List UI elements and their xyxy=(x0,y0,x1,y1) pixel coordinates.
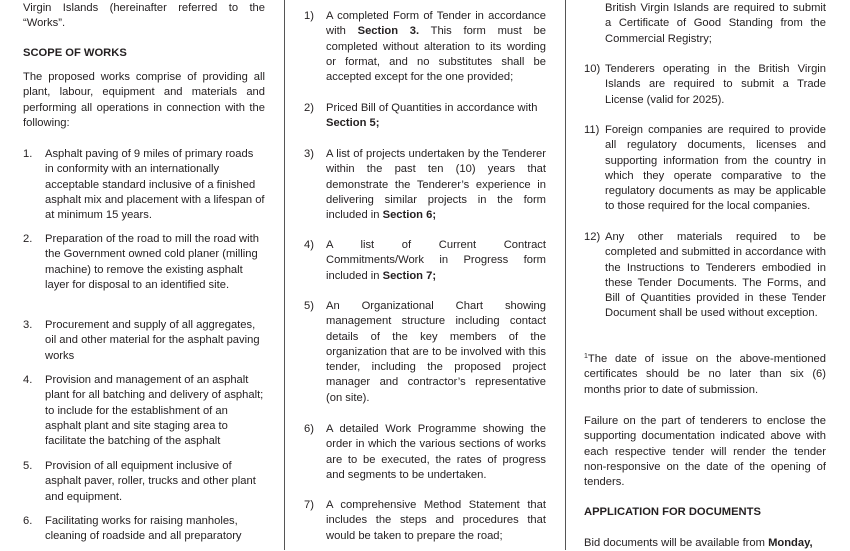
requirement-text: A detailed Work Programme showing the order in which the various sections of works are to be executed, the rates of progress and segments to be undertaken. xyxy=(326,423,546,481)
scope-item-5 xyxy=(23,459,265,505)
requirement-item-6 xyxy=(304,422,546,483)
column-divider-right xyxy=(565,0,566,550)
scope-item-number: 2. xyxy=(23,233,33,245)
scope-item-text: Procurement and supply of all aggregates, oil and other material for the asphalt paving works xyxy=(45,319,260,362)
intro-tail: Virgin Islands (hereinafter referred to the “Works”. xyxy=(23,2,265,30)
requirement-number: 6) xyxy=(304,423,314,435)
requirement-text: Priced Bill of Quantities in accordance with Section 5; xyxy=(326,102,538,130)
requirement-number: 10) xyxy=(584,63,601,75)
scope-item-text: Preparation of the road to mill the road with the Government owned cold planer (milling machine) to remove the existing asphalt layer for disposal to an identified site. xyxy=(45,233,259,291)
requirement-number: 3) xyxy=(304,148,314,160)
requirement-number: 11) xyxy=(584,124,600,136)
scope-item-text: Provision of all equipment inclusive of asphalt paver, roller, trucks and other plant and equipment. xyxy=(45,460,256,503)
requirement-item-2 xyxy=(304,101,546,132)
scope-item-number: 3. xyxy=(23,319,33,331)
scope-item-text: Provision and management of an asphalt plant for all batching and delivery of asphalt; to include for the establishment of an asphalt plant and site staging area to facilitate the batching of the asphalt xyxy=(45,374,264,448)
requirement-item-10 xyxy=(584,62,826,108)
scope-item-4 xyxy=(23,373,265,449)
failure-note: Failure on the part of tenderers to enclose the supporting documentation indicated above with each respective tender will render the tender non-responsive on the date of the opening of tenders. xyxy=(584,415,826,489)
application-text: Bid documents will be available from Monday, xyxy=(584,537,813,549)
scope-item-6 xyxy=(23,514,265,545)
scope-item-text: Facilitating works for raising manholes, cleaning of roadside and all preparatory xyxy=(45,515,242,543)
requirement-text: A list of projects undertaken by the Tenderer within the past ten (10) years that demonstrate the Tenderer’s experience in delivering similar projects in the form included in Section 6; xyxy=(326,148,546,222)
requirement-text: Tenderers operating in the British Virgin Islands are required to submit a Trade License (valid for 2025). xyxy=(605,63,826,106)
requirement-text: A comprehensive Method Statement that includes the steps and procedures that would be taken to prepare the road; xyxy=(326,499,546,542)
scope-item-text: Asphalt paving of 9 miles of primary roads in conformity with an internationally acceptable standard inclusive of a finished asphalt mix and placement with a lifespan of at minimum 15 years. xyxy=(45,148,265,222)
scope-item-2 xyxy=(23,232,265,293)
scope-intro: The proposed works comprise of providing all plant, labour, equipment and materials and performing all operations in connection with the following: xyxy=(23,71,265,129)
scope-item-number: 1. xyxy=(23,148,33,160)
requirement-number: 2) xyxy=(304,102,314,114)
requirement-number: 5) xyxy=(304,300,314,312)
application-heading: APPLICATION FOR DOCUMENTS xyxy=(584,506,761,518)
requirement-number: 1) xyxy=(304,10,314,22)
requirement-text: Foreign companies are required to provide all regulatory documents, licenses and supporting information from the country in which they operate comparative to the regulatory documents as may be applicable to those required for the local companies. xyxy=(605,124,826,213)
requirement-item-1 xyxy=(304,9,546,85)
certificate-footnote: $^1$The date of issue on the above-mentioned certificates should be no later than six (6) months prior to date of submission. xyxy=(584,353,826,396)
requirement-text: Any other materials required to be completed and submitted in accordance with the Instructions to Tenderers embodied in these Tender Documents. The Forms, and Bill of Quantities provided in these Tender Document shall be used without exception. xyxy=(605,231,826,320)
requirement-number: 4) xyxy=(304,239,314,251)
requirement-item-11 xyxy=(584,123,826,215)
requirement-item-4 xyxy=(304,238,546,284)
requirement-item-5 xyxy=(304,299,546,406)
column-divider-left xyxy=(284,0,285,550)
scope-item-number: 4. xyxy=(23,374,33,386)
scope-heading: SCOPE OF WORKS xyxy=(23,47,127,59)
scope-item-1 xyxy=(23,147,265,223)
requirement-number: 12) xyxy=(584,231,601,243)
requirement-text: A completed Form of Tender in accordance with Section 3. This form must be completed without alteration to its wording or format, and no substitutes shall be accepted except for the one provided; xyxy=(326,10,546,84)
requirement-item-3 xyxy=(304,147,546,223)
scope-item-number: 5. xyxy=(23,460,33,472)
scope-item-3 xyxy=(23,318,265,364)
requirement-number: 7) xyxy=(304,499,314,511)
requirement-text: A list of Current Contract Commitments/Work in Progress form included in Section 7; xyxy=(326,239,546,282)
requirement-item-12 xyxy=(584,230,826,322)
scope-item-number: 6. xyxy=(23,515,33,527)
requirement-item-7 xyxy=(304,498,546,544)
requirement-text: An Organizational Chart showing management structure including contact details of the key members of the organization that are to be involved with this tender, including the proposed project manager and contractor’s representative (on site). xyxy=(326,300,546,404)
requirement-item-9-tail: British Virgin Islands are required to submit a Certificate of Good Standing from the Commercial Registry; xyxy=(605,2,826,45)
